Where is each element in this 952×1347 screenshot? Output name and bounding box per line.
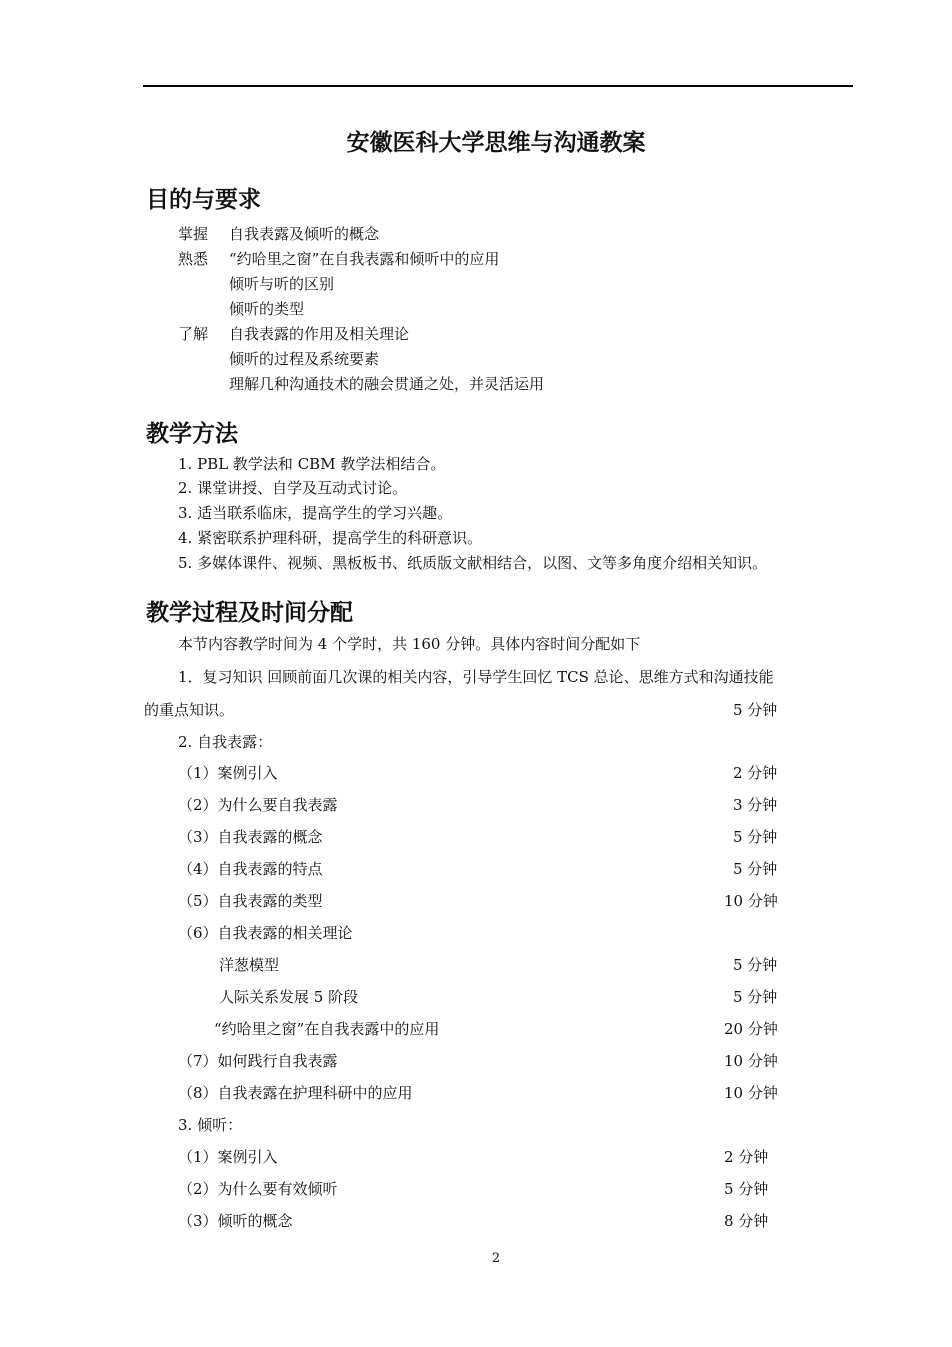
schedule-item: （2）为什么要有效倾听 <box>178 1180 338 1198</box>
schedule-time: 5 分钟 <box>733 956 778 974</box>
schedule-time: 10 分钟 <box>724 892 778 910</box>
schedule-item: （7）如何践行自我表露 <box>178 1052 338 1070</box>
schedule-time: 8 分钟 <box>724 1212 769 1230</box>
objective-text: 自我表露及倾听的概念 <box>229 225 380 243</box>
method-item: 5. 多媒体课件、视频、黑板板书、纸质版文献相结合，以图、文等多角度介绍相关知识。 <box>178 554 768 572</box>
process-intro: 本节内容教学时间为 4 个学时，共 160 分钟。具体内容时间分配如下 <box>178 635 641 653</box>
objective-label: 了解 <box>178 325 209 343</box>
section-title: 2. 自我表露： <box>178 733 273 751</box>
method-item: 4. 紧密联系护理科研，提高学生的科研意识。 <box>178 529 483 547</box>
objective-text: 倾听的过程及系统要素 <box>229 350 380 368</box>
schedule-item: （6）自我表露的相关理论 <box>178 924 353 942</box>
objective-text: 理解几种沟通技术的融会贯通之处，并灵活运用 <box>229 375 545 393</box>
schedule-time: 2 分钟 <box>733 764 778 782</box>
schedule-item: （4）自我表露的特点 <box>178 860 323 878</box>
review-time: 5 分钟 <box>733 701 778 719</box>
methods-heading: 教学方法 <box>146 420 238 447</box>
schedule-time: 10 分钟 <box>724 1084 778 1102</box>
schedule-time: 5 分钟 <box>724 1180 769 1198</box>
page-number: 2 <box>491 1251 501 1266</box>
schedule-subitem: 人际关系发展 5 阶段 <box>219 988 359 1006</box>
schedule-time: 10 分钟 <box>724 1052 778 1070</box>
method-item: 3. 适当联系临床，提高学生的学习兴趣。 <box>178 504 453 522</box>
method-item: 1. PBL 教学法和 CBM 教学法相结合。 <box>178 455 446 473</box>
schedule-time: 20 分钟 <box>724 1020 778 1038</box>
review-line-continued: 的重点知识。 <box>144 701 235 719</box>
schedule-item: （3）倾听的概念 <box>178 1212 293 1230</box>
objective-text: 倾听与听的区别 <box>229 275 335 293</box>
schedule-subitem: “约哈里之窗”在自我表露中的应用 <box>214 1020 440 1038</box>
process-heading: 教学过程及时间分配 <box>146 599 353 626</box>
objective-text: 倾听的类型 <box>229 300 305 318</box>
schedule-time: 5 分钟 <box>733 860 778 878</box>
objectives-heading: 目的与要求 <box>146 186 261 213</box>
objective-text: 自我表露的作用及相关理论 <box>229 325 410 343</box>
schedule-item: （5）自我表露的类型 <box>178 892 323 910</box>
schedule-subitem: 洋葱模型 <box>219 956 280 974</box>
section-title: 3. 倾听： <box>178 1116 243 1134</box>
method-item: 2. 课堂讲授、自学及互动式讨论。 <box>178 479 408 497</box>
schedule-item: （1）案例引入 <box>178 764 278 782</box>
schedule-item: （3）自我表露的概念 <box>178 828 323 846</box>
objective-label: 掌握 <box>178 225 209 243</box>
schedule-time: 5 分钟 <box>733 828 778 846</box>
objective-text: “约哈里之窗”在自我表露和倾听中的应用 <box>229 250 500 268</box>
document-title: 安徽医科大学思维与沟通教案 <box>346 129 646 156</box>
schedule-time: 3 分钟 <box>733 796 778 814</box>
schedule-item: （8）自我表露在护理科研中的应用 <box>178 1084 413 1102</box>
schedule-time: 2 分钟 <box>724 1148 769 1166</box>
schedule-time: 5 分钟 <box>733 988 778 1006</box>
schedule-item: （1）案例引入 <box>178 1148 278 1166</box>
header-rule <box>143 85 853 87</box>
schedule-item: （2）为什么要自我表露 <box>178 796 338 814</box>
objective-label: 熟悉 <box>178 250 209 268</box>
review-line: 1．复习知识 回顾前面几次课的相关内容，引导学生回忆 TCS 总论、思维方式和沟通技能 <box>178 668 774 686</box>
